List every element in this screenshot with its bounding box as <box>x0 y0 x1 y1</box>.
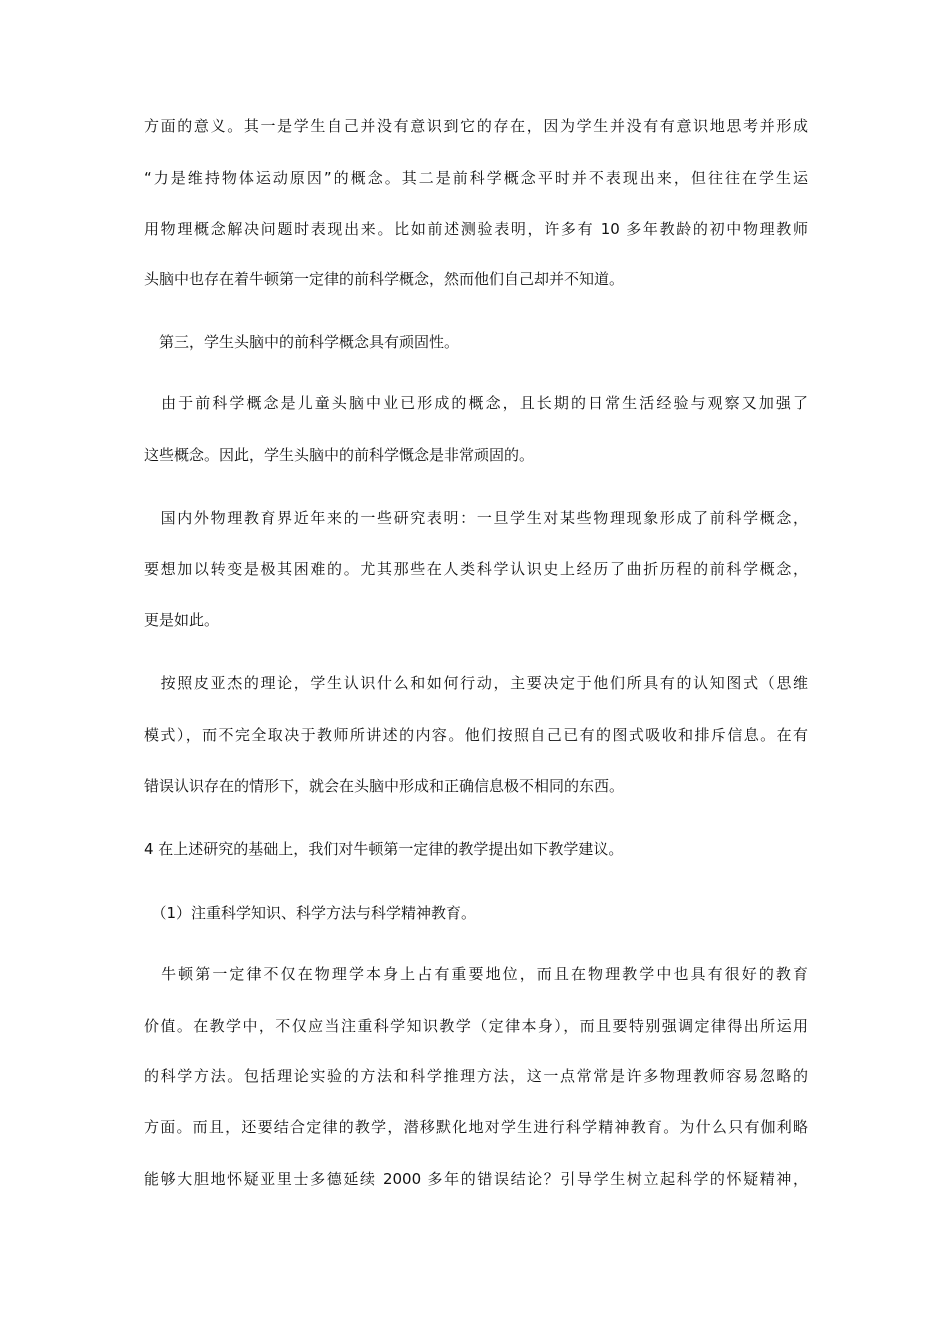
text-line: （1）注重科学知识、科学方法与科学精神教育。 <box>144 904 477 922</box>
text-line: 模式），而不完全取决于教师所讲述的内容。他们按照自己已有的图式吸收和排斥信息。在有 <box>144 726 808 744</box>
text-line: 第三，学生头脑中的前科学概念具有顽固性。 <box>144 333 460 351</box>
text-line: “力是维持物体运动原因”的概念。其二是前科学概念平时并不表现出来，但往往在学生运 <box>144 169 808 187</box>
text-line: 牛顿第一定律不仅在物理学本身上占有重要地位，而且在物理教学中也具有很好的教育 <box>144 965 808 983</box>
text-line: 能够大胆地怀疑亚里士多德延续 2000 多年的错误结论？引导学生树立起科学的怀疑精神， <box>144 1170 808 1188</box>
text-line: 头脑中也存在着牛顿第一定律的前科学概念，然而他们自己却并不知道。 <box>144 270 625 288</box>
text-line: 方面。而且，还要结合定律的教学，潜移默化地对学生进行科学精神教育。为什么只有伽利略 <box>144 1118 808 1136</box>
text-line: 方面的意义。其一是学生自己并没有意识到它的存在，因为学生并没有有意识地思考并形成 <box>144 117 808 135</box>
text-line: 国内外物理教育界近年来的一些研究表明：一旦学生对某些物理现象形成了前科学概念， <box>144 509 808 527</box>
text-line: 这些概念。因此，学生头脑中的前科学慨念是非常顽固的。 <box>144 446 535 464</box>
text-line: 要想加以转变是极其困难的。尤其那些在人类科学认识史上经历了曲折历程的前科学概念， <box>144 560 808 578</box>
text-line: 由于前科学概念是儿童头脑中业已形成的概念，且长期的日常生活经验与观察又加强了 <box>144 394 808 412</box>
text-line: 价值。在教学中，不仅应当注重科学知识教学（定律本身），而且要特别强调定律得出所运用 <box>144 1017 808 1035</box>
text-line: 更是如此。 <box>144 611 220 629</box>
text-line: 按照皮亚杰的理论，学生认识什么和如何行动，主要决定于他们所具有的认知图式（思维 <box>144 674 808 692</box>
text-line: 的科学方法。包括理论实验的方法和科学推理方法，这一点常常是许多物理教师容易忽略的 <box>144 1067 808 1085</box>
text-line: 用物理概念解决问题时表现出来。比如前述测验表明，许多有 10 多年教龄的初中物理教师 <box>144 220 808 238</box>
text-line: 错误认识存在的情形下，就会在头脑中形成和正确信息极不相同的东西。 <box>144 777 625 795</box>
text-line: 4 在上述研究的基础上，我们对牛顿第一定律的教学提出如下教学建议。 <box>144 840 624 858</box>
